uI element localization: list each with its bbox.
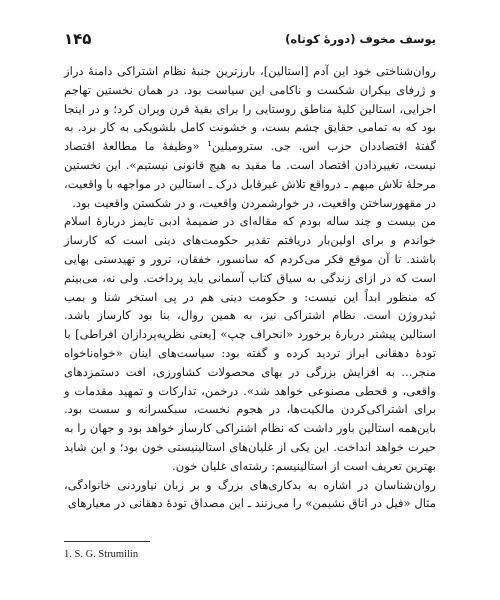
body-text bbox=[64, 62, 436, 513]
running-title: یوسف مخوف (دورهٔ کوتاه) bbox=[285, 32, 436, 46]
paragraph: روان‌شناختی خود این آدم [استالین]، بارزترین جنبهٔ نظام اشتراکی دامنهٔ دراز و ژرفای بیکران شکست و ناکامی این سیاست بود. در همان نخستین تهاجم اجرایی، استالین کلیهٔ مناطق روستایی را برای بقیهٔ قرن ویران کرد؛ و در اینجا بود که به تمامی حقایق چشم بست، و خشونت کامل بلشویکی به کار برد. به گفتهٔ اقتصاددان حزب اس. جی. سترومیلین¹ «وظیفهٔ ما مطالعهٔ اقتصاد نیست، تغییردادن اقتصاد است. ما مقید به هیچ قانونی نیستیم». این نخستین مرحلهٔ تلاش مبهم ـ درواقع تلاش غیرقابل درک ـ استالین در مواجهه با واقعیت، در مقهورساختن واقعیت، در خوارشمردن واقعیت، و در شکستن واقعیت بود. bbox=[64, 64, 436, 210]
page-number: ۱۴۵ bbox=[64, 30, 92, 48]
paragraph: روان‌شناسان در اشاره به بدکاری‌های بزرگ و بر زبان نیاوردنی خانوادگی، مثال «فیل در اتاق نشیمن» را می‌زنند ـ این مصداق تودهٔ دهقانی در معیارهای bbox=[64, 477, 436, 511]
footnote: 1. S. G. Strumilin bbox=[64, 549, 139, 560]
page-header bbox=[64, 30, 436, 50]
footnote-divider bbox=[64, 541, 150, 542]
paragraph: من بیست و چند ساله بودم که مقاله‌ای در ضمیمهٔ ادبی تایمز دربارهٔ اسلام خواندم و برای اولین‌بار دریافتم تقدیر حکومت‌های دینی است که کارساز باشند. تا آن موقع فکر می‌کردم که سانسور، خفقان، ترور و تهیدستی بهایی است که در ازای زندگی به سیاق کتاب آسمانی باید پرداخت. ولی نه، می‌بینم که منظور ابداً این نیست: و حکومت دینی هم در پی استخر شنا و بمب ئیدروژن است. نظام اشتراکی نیز، به همین روال، بنا بود کارساز باشد. استالین پیشتر دربارهٔ برخورد «انحراف چپ» [یعنی نظریه‌پردازان افراطی] با تودهٔ دهقانی ابراز تردید کرده و گفته بود: سیاست‌های اینان «خواه‌ناخواه منجر... به افزایش بزرگی در بهای محصولات کشاورزی، افت دستمزدهای واقعی، و قحطی مصنوعی خواهد شد». درخمن، تدارکات و تمهید مقدمات و برای اشتراکی‌کردن مالکیت‌ها، در هجوم نخست، سبکسرانه و سست بود. باین‌همه استالین باور داشت که نظام اشتراکی کارساز خواهد بود و جهان را به حیرت خواهد انداخت. این یکی از غلیان‌های استالینیستی خون بود؛ و این شاید بهترین تعریف است از استالینیسم: رشته‌ای غلیان خون. bbox=[64, 214, 436, 473]
